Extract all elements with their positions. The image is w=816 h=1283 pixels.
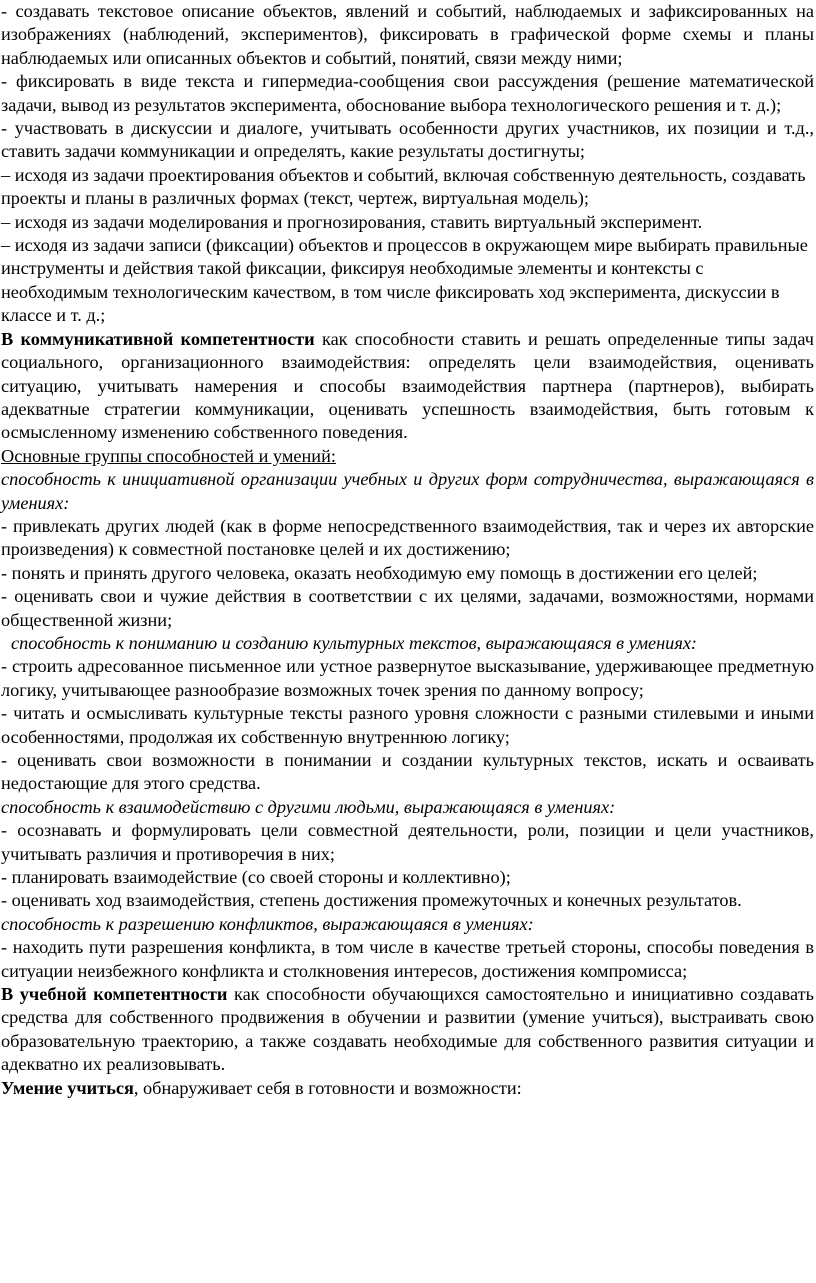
communicative-text: как способности ставить и решать определенные типы задач социального, организационного взаимодействия: определять цели взаимодействия, оценивать ситуацию, учитывать намерения и способы взаимодействия партнера (партнеров), выбирать адекватные стратегии коммуникации, оценивать успешность взаимодействия, быть готовым к осмысленному изменению собственного поведения. (1, 328, 814, 443)
paragraph-discussion: - участвовать в дискуссии и диалоге, учитывать особенности других участников, их позиции и т.д., ставить задачи коммуникации и определять, какие результаты достигнуты; (1, 118, 814, 162)
group2-item: - оценивать свои возможности в понимании и создании культурных текстов, искать и осваивать недостающие для этого средства. (1, 750, 814, 794)
paragraph-virtual-experiment: – исходя из задачи моделирования и прогнозирования, ставить виртуальный эксперимент. (1, 211, 703, 232)
learn-skill-text: , обнаруживает себя в готовности и возможности: (133, 1077, 522, 1098)
group3-item: - осознавать и формулировать цели совместной деятельности, роли, позиции и цели участников, учитывать различия и противоречия в них; (1, 820, 814, 864)
paragraph-learn-skill (1, 1077, 814, 1100)
group1-heading: способность к инициативной организации учебных и других форм сотрудничества, выражающаяся в умениях: (1, 469, 814, 513)
group4-heading: способность к разрешению конфликтов, выражающаяся в умениях: (1, 913, 534, 934)
paragraph-learning-competence (1, 983, 814, 1077)
group1-item: - привлекать других людей (как в форме непосредственного взаимодействия, так и через их авторские произведения) к совместной постановке целей и их достижению; (1, 515, 814, 560)
group1-item: - оценивать свои и чужие действия в соответствии с их целями, задачами, возможностями, нормами общественной жизни; (1, 586, 814, 630)
paragraph-fix-reasoning: - фиксировать в виде текста и гипермедиа-сообщения свои рассуждения (решение математической задачи, вывод из результатов эксперимента, обоснование выбора технологического решения и т. д.); (1, 71, 814, 115)
group3-heading: способность к взаимодействию с другими людьми, выражающаяся в умениях: (1, 796, 616, 817)
group4-item: - находить пути разрешения конфликта, в том числе в качестве третьей стороны, способы поведения в ситуации неизбежного конфликта и столкновения интересов, достижения компромисса; (1, 937, 814, 981)
group2-item: - читать и осмысливать культурные тексты разного уровня сложности с разными стилевыми и иными особенностями, продолжая их собственную внутреннюю логику; (1, 703, 814, 747)
paragraph-describe-objects: - создавать текстовое описание объектов, явлений и событий, наблюдаемых и зафиксированных на изображениях (наблюдений, экспериментов), фиксировать в графической форме схемы и планы наблюдаемых или описанных объектов и событий, понятий, связи между ними; (1, 1, 814, 68)
paragraph-record-objects: – исходя из задачи записи (фиксации) объектов и процессов в окружающем мире выбирать правильные инструменты и действия такой фиксации, фиксируя необходимые элементы и контексты с необходимым технологическим качеством, в том числе фиксировать ход эксперимента, дискуссии в классе и т. д.; (1, 235, 808, 326)
group3-item: - планировать взаимодействие (со своей стороны и коллективно); (1, 867, 511, 888)
learning-title: В учебной компетентности (1, 984, 228, 1005)
paragraph-communicative-competence (1, 328, 814, 445)
groups-heading: Основные группы способностей и умений: (1, 445, 336, 466)
group2-heading: способность к пониманию и созданию культурных текстов, выражающаяся в умениях: (11, 632, 698, 653)
learning-text: как способности обучающихся самостоятельно и инициативно создавать средства для собственного продвижения в обучении и развитии (умение учиться), выстраивать свою образовательную траекторию, а также создавать необходимые для собственного развития ситуации и адекватно их реализовывать. (1, 984, 814, 1075)
learn-skill-title: Умение учиться (1, 1077, 134, 1098)
communicative-title: В коммуникативной компетентности (1, 328, 315, 349)
paragraph-design-projects: – исходя из задачи проектирования объектов и событий, включая собственную деятельность, создавать проекты и планы в различных формах (текст, чертеж, виртуальная модель); (1, 164, 806, 209)
group3-item: - оценивать ход взаимодействия, степень достижения промежуточных и конечных результатов. (1, 890, 742, 911)
group1-item: - понять и принять другого человека, оказать необходимую ему помощь в достижении его целей; (1, 562, 758, 583)
group2-item: - строить адресованное письменное или устное развернутое высказывание, удерживающее предметную логику, учитывающее разнообразие возможных точек зрения по данному вопросу; (1, 656, 814, 700)
